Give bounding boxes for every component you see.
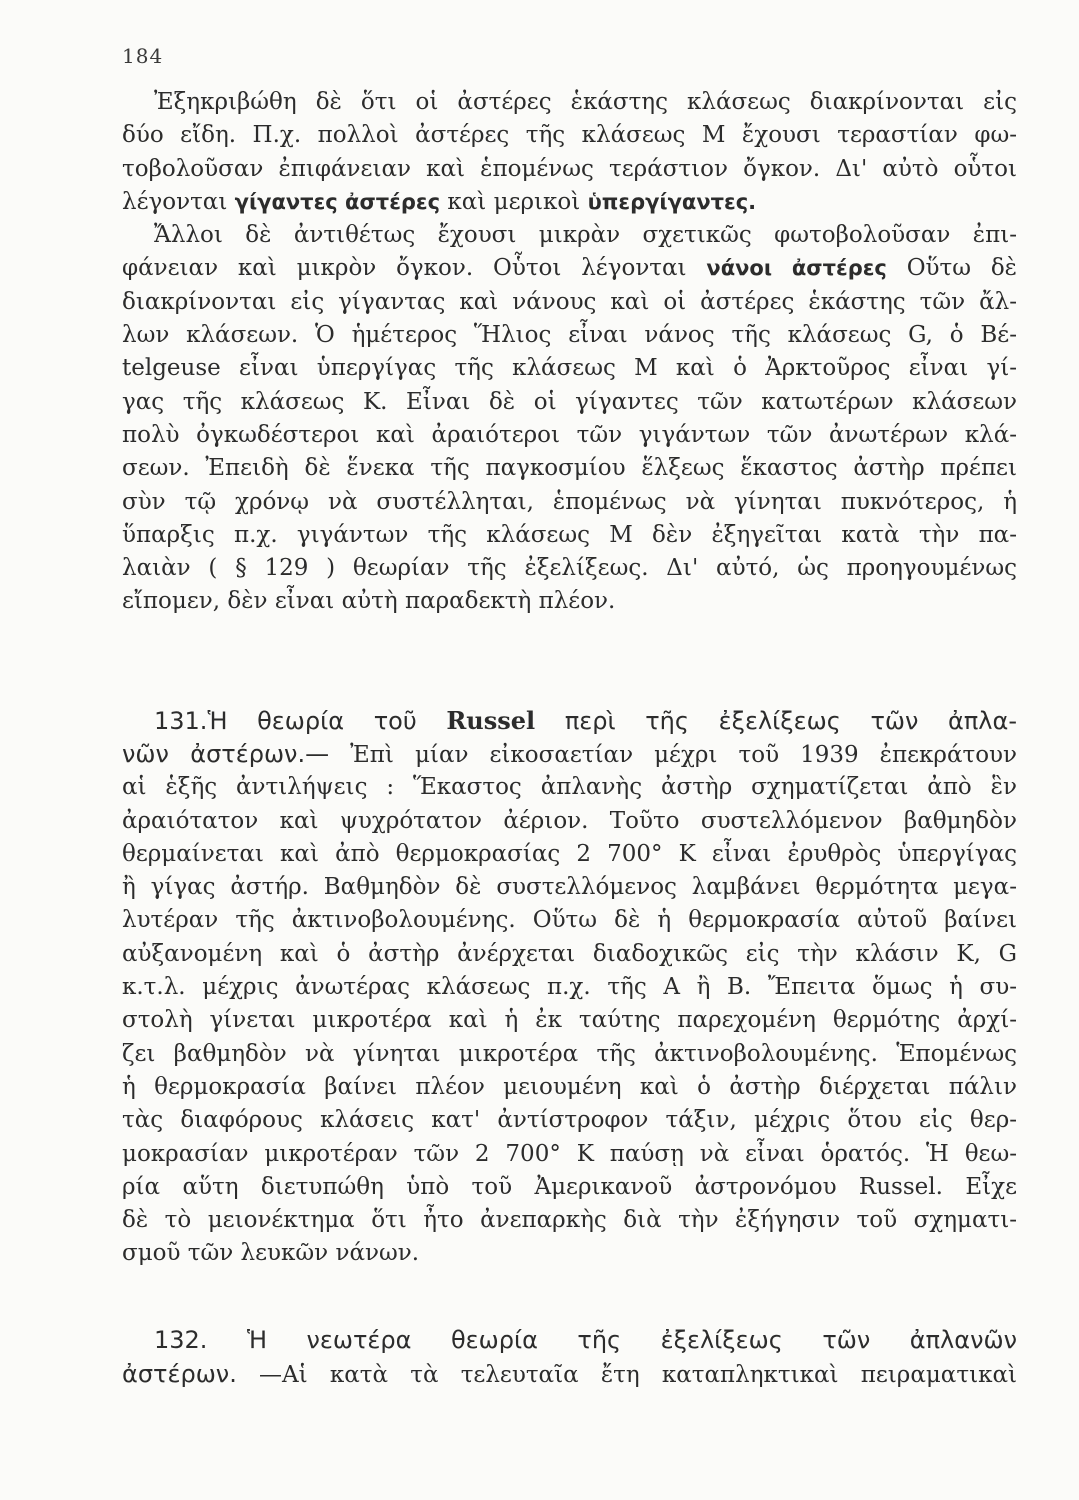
- text-line: τὰς διαφόρους κλάσεις κατ' ἀντίστροφον τάξιν, μέχρις ὅτου εἰς θερ-: [122, 1107, 1017, 1134]
- text-fragment: λέγονται: [122, 188, 228, 215]
- text-line: εἴπομεν, δὲν εἶναι αὐτὴ παραδεκτὴ πλέον.: [122, 588, 616, 615]
- text-line: σμοῦ τῶν λευκῶν νάνων.: [122, 1240, 420, 1267]
- intro-section: [122, 86, 1017, 619]
- text-line: διακρίνονται εἰς γίγαντας καὶ νάνους καὶ οἱ ἀστέρες ἑκάστης τῶν ἄλ-: [122, 288, 1017, 315]
- text-fragment: φάνειαν καὶ μικρὸν ὄγκον. Οὗτοι λέγονται: [122, 255, 687, 282]
- text-line: λαιὰν ( § 129 ) θεωρίαν τῆς ἐξελίξεως. Δι' αὐτό, ὡς προηγουμένως: [122, 555, 1017, 582]
- section-title: περὶ τῆς ἐξελίξεως τῶν ἀπλα-: [564, 707, 1017, 735]
- text-fragment: Οὕτω δὲ: [906, 255, 1018, 282]
- text-line: κ.τ.λ. μέχρις ἀνωτέρας κλάσεως π.χ. τῆς A ἢ B. Ἔπειτα ὅμως ἡ συ-: [122, 974, 1017, 1001]
- section-number: 132.: [154, 1326, 208, 1354]
- text-line: γας τῆς κλάσεως K. Εἶναι δὲ οἱ γίγαντες τῶν κατωτέρων κλάσεων: [122, 388, 1017, 415]
- text-line: τοβολοῦσαν ἐπιφάνειαν καὶ ἑπομένως τεράστιον ὄγκον. Δι' αὐτὸ οὗτοι: [122, 155, 1017, 182]
- text-line: λων κλάσεων. Ὁ ἡμέτερος Ἥλιος εἶναι νάνος τῆς κλάσεως G, ὁ Βέ-: [122, 322, 1017, 349]
- text-line: ζει βαθμηδὸν νὰ γίνηται μικροτέρα τῆς ἀκτινοβολουμένης. Ἑπομένως: [122, 1040, 1017, 1067]
- text-line: ἡ θερμοκρασία βαίνει πλέον μειουμένη καὶ ὁ ἀστὴρ διέρχεται πάλιν: [122, 1073, 1017, 1100]
- text-line: [122, 186, 1017, 219]
- text-line: ἢ γίγας ἀστήρ. Βαθμηδὸν δὲ συστελλόμενος λαμβάνει θερμότητα μεγα-: [122, 874, 1017, 901]
- text-line: δύο εἴδη. Π.χ. πολλοὶ ἀστέρες τῆς κλάσεως M ἔχουσι τεραστίαν φω-: [122, 122, 1017, 149]
- text-line: αὐξανομένη καὶ ὁ ἀστὴρ ἀνέρχεται διαδοχικῶς εἰς τὴν κλάσιν K, G: [122, 940, 1017, 967]
- text-line: [122, 738, 1017, 771]
- text-line: αἱ ἑξῆς ἀντιλήψεις : Ἕκαστος ἀπλανὴς ἀστὴρ σχηματίζεται ἀπὸ ἓν: [122, 774, 1017, 801]
- text-line: σὺν τῷ χρόνῳ νὰ συστέλληται, ἑπομένως νὰ γίνηται πυκνότερος, ἡ: [122, 488, 1017, 515]
- text-fragment: —Αἱ κατὰ τὰ τελευταῖα ἔτη καταπληκτικαὶ πειραματικαὶ: [259, 1362, 1018, 1388]
- text-line: μοκρασίαν μικροτέραν τῶν 2 700° K παύσῃ νὰ εἶναι ὁρατός. Ἡ θεω-: [122, 1140, 1017, 1167]
- text-line: Ἐξηκριβώθη δὲ ὅτι οἱ ἀστέρες ἑκάστης κλάσεως διακρίνονται εἰς: [154, 89, 1017, 115]
- text-line: σεων. Ἐπειδὴ δὲ ἕνεκα τῆς παγκοσμίου ἕλξεως ἕκαστος ἀστὴρ πρέπει: [122, 455, 1017, 482]
- text-line: [122, 1358, 1017, 1391]
- text-line: telgeuse εἶναι ὑπεργίγας τῆς κλάσεως M καὶ ὁ Ἀρκτοῦρος εἶναι γί-: [122, 355, 1017, 382]
- text-line: στολὴ γίνεται μικροτέρα καὶ ἡ ἐκ ταύτης παρεχομένη θερμότης ἀρχί-: [122, 1007, 1017, 1034]
- text-line: θερμαίνεται καὶ ἀπὸ θερμοκρασίας 2 700° K εἶναι ἐρυθρὸς ὑπεργίγας: [122, 840, 1017, 867]
- text-line: [122, 252, 1017, 285]
- text-line: ρία αὕτη διετυπώθη ὑπὸ τοῦ Ἀμερικανοῦ ἀστρονόμου Russel. Εἶχε: [122, 1173, 1017, 1200]
- section-title: Ἡ θεωρία τοῦ: [207, 707, 417, 735]
- section-heading: [122, 1323, 1017, 1358]
- page-number: 184: [122, 44, 164, 68]
- section-number: 131.: [154, 707, 208, 735]
- term-giant-stars: γίγαντες ἀστέρες: [234, 189, 441, 214]
- text-line: πολὺ ὀγκωδέστεροι καὶ ἀραιότεροι τῶν γιγάντων τῶν ἀνωτέρων κλά-: [122, 421, 1017, 448]
- text-line: Ἄλλοι δὲ ἀντιθέτως ἔχουσι μικρὰν σχετικῶς φωτοβολοῦσαν ἐπι-: [154, 222, 1017, 249]
- term-dwarf-stars: νάνοι ἀστέρες: [706, 256, 887, 281]
- term-supergiants: ὑπεργίγαντες.: [587, 189, 757, 214]
- text-fragment: Ἐπὶ μίαν εἰκοσαετίαν μέχρι τοῦ 1939 ἐπεκράτουν: [350, 742, 1018, 768]
- section-title-name: Russel: [446, 706, 536, 735]
- text-line: ἀραιότατον καὶ ψυχρότατον ἀέριον. Τοῦτο συστελλόμενον βαθμηδὸν: [122, 807, 1017, 834]
- text-line: λυτέραν τῆς ἀκτινοβολουμένης. Οὕτω δὲ ἡ θερμοκρασία αὐτοῦ βαίνει: [122, 907, 1017, 934]
- section-title: Ἡ νεωτέρα θεωρία τῆς ἐξελίξεως τῶν ἀπλανῶν: [246, 1326, 1017, 1354]
- section-132: [122, 1323, 1017, 1391]
- text-line: ὕπαρξις π.χ. γιγάντων τῆς κλάσεως M δὲν ἐξηγεῖται κατὰ τὴν πα-: [122, 521, 1017, 548]
- section-title: ἀστέρων.: [122, 1360, 237, 1388]
- text-fragment: καὶ μερικοὶ: [447, 188, 581, 215]
- section-131: [122, 703, 1017, 1271]
- section-heading: [122, 703, 1017, 738]
- section-title: νῶν ἀστέρων.—: [122, 740, 330, 768]
- text-line: δὲ τὸ μειονέκτημα ὅτι ἦτο ἀνεπαρκὴς διὰ τὴν ἐξήγησιν τοῦ σχηματι-: [122, 1207, 1017, 1234]
